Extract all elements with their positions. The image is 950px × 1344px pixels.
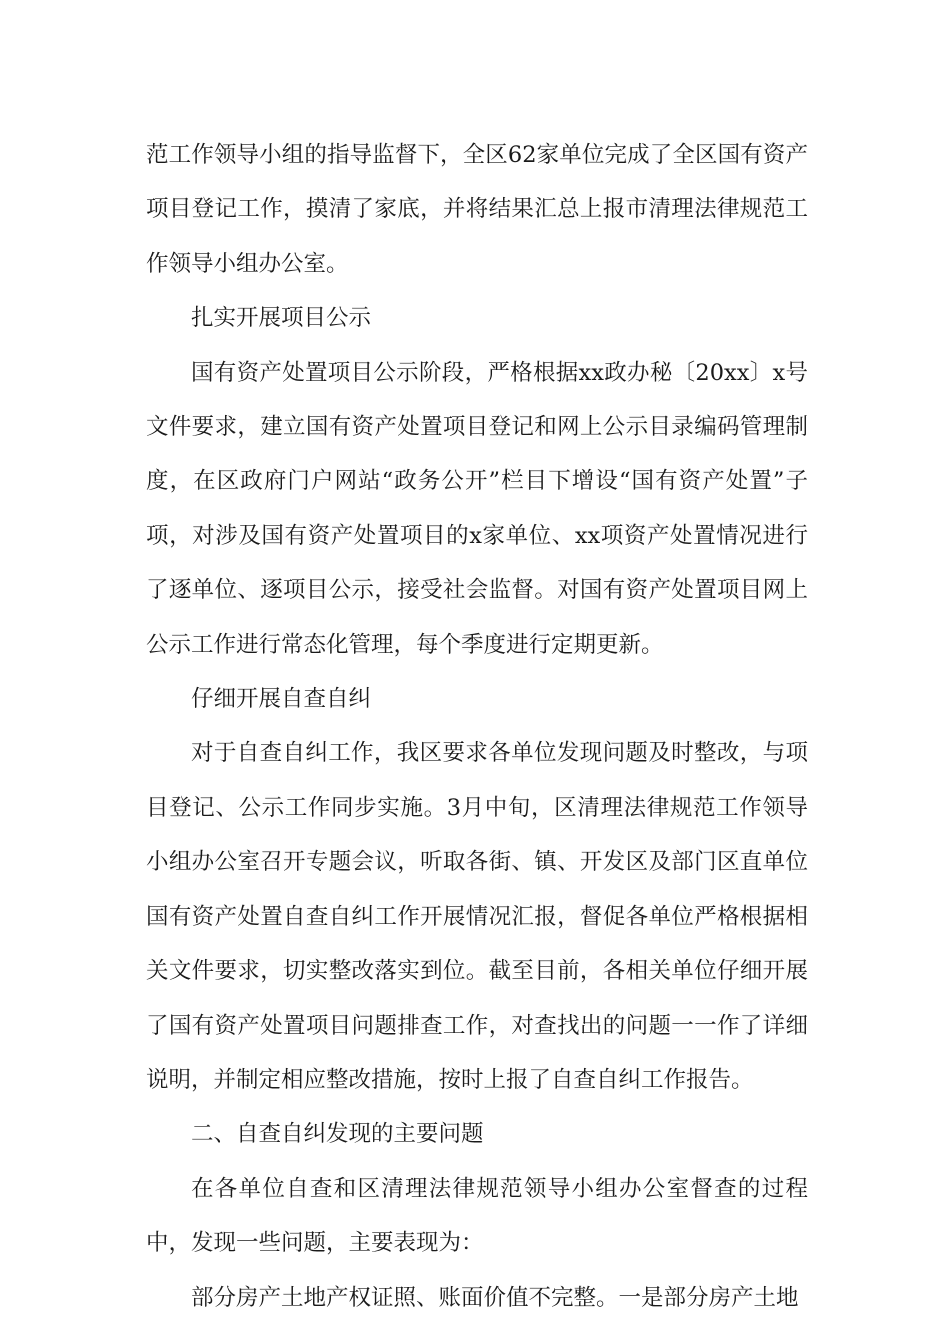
document-body <box>146 128 808 1325</box>
section-heading-self-inspection: 仔细开展自查自纠 <box>191 686 372 713</box>
paragraph-property-certificates: 部分房产土地产权证照、账面价值不完整。一是部分房产土地 <box>191 1284 799 1311</box>
paragraph-self-inspection: 对于自查自纠工作，我区要求各单位发现问题及时整改，与项目登记、公示工作同步实施。3月中旬，区清理法律规范工作领导小组办公室召开专题会议，听取各街、镇、开发区及部门区直单位国有资产处置自查自纠工作开展情况汇报，督促各单位严格根据相关文件要求，切实整改落实到位。截至目前，各相关单位仔细开展了国有资产处置项目问题排查工作，对查找出的问题一一作了详细说明，并制定相应整改措施，按时上报了自查自纠工作报告。 <box>146 740 808 1093</box>
section-heading-project-publicity: 扎实开展项目公示 <box>191 305 372 332</box>
paragraph-problems-intro: 在各单位自查和区清理法律规范领导小组办公室督查的过程中，发现一些问题，主要表现为： <box>146 1175 808 1257</box>
paragraph-publicity: 国有资产处置项目公示阶段，严格根据xx政办秘〔20xx〕x号文件要求，建立国有资产处置项目登记和网上公示目录编码管理制度，在区政府门户网站“政务公开”栏目下增设“国有资产处置”子项，对涉及国有资产处置项目的x家单位、xx项资产处置情况进行了逐单位、逐项目公示，接受社会监督。对国有资产处置项目网上公示工作进行常态化管理，每个季度进行定期更新。 <box>146 359 808 658</box>
paragraph-continuation: 范工作领导小组的指导监督下，全区62家单位完成了全区国有资产项目登记工作，摸清了家底，并将结果汇总上报市清理法律规范工作领导小组办公室。 <box>146 142 808 277</box>
section-heading-main-problems: 二、自查自纠发现的主要问题 <box>191 1121 484 1148</box>
